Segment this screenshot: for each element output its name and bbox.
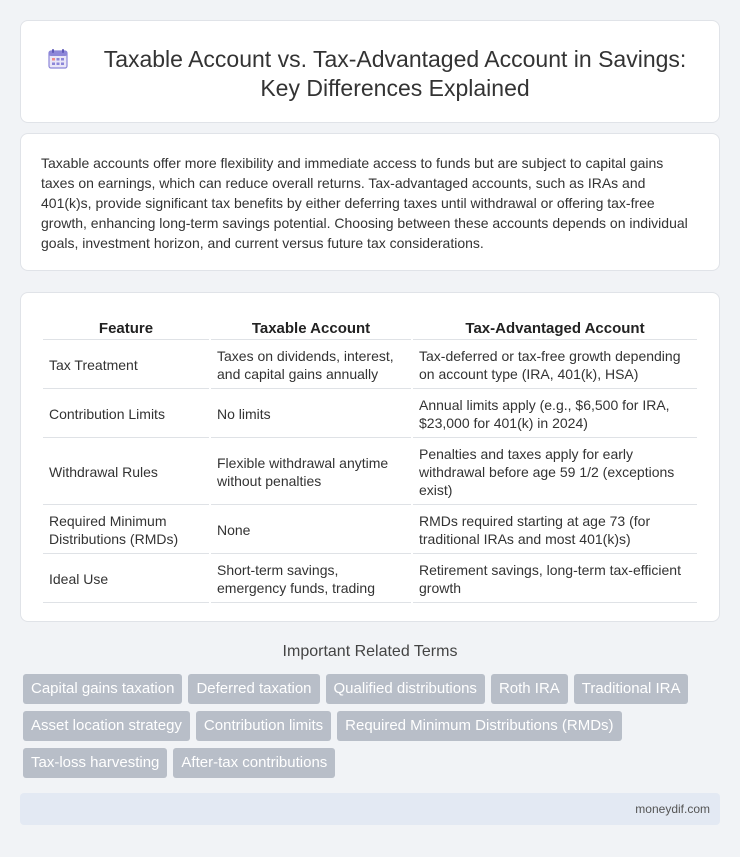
related-term-tag[interactable]: Asset location strategy: [23, 711, 190, 741]
column-header-taxable: Taxable Account: [211, 317, 411, 340]
table-header-row: [43, 317, 697, 340]
table-row: [43, 507, 697, 554]
table-cell-taxable: Short-term savings, emergency funds, trading: [211, 556, 411, 603]
column-header-tax-advantaged: Tax-Advantaged Account: [413, 317, 697, 340]
table-cell-feature: Tax Treatment: [43, 342, 209, 389]
related-term-tag[interactable]: Contribution limits: [196, 711, 331, 741]
summary-paragraph: Taxable accounts offer more flexibility and immediate access to funds but are subject to capital gains taxes on earnings, which can reduce overall returns. Tax-advantaged accounts, such as IRAs and 401(k)s, provide significant tax benefits by either deferring taxes until withdrawal or offering tax-free growth, enhancing long-term savings potential. Choosing between these accounts depends on individual goals, investment horizon, and current versus future tax considerations.: [41, 155, 688, 251]
table-cell-taxable: No limits: [211, 391, 411, 438]
summary-card: [20, 133, 720, 271]
comparison-table-card: [20, 292, 720, 622]
table-cell-taxable: Taxes on dividends, interest, and capital gains annually: [211, 342, 411, 389]
table-cell-tax-advantaged: Penalties and taxes apply for early withdrawal before age 59 1/2 (exceptions exist): [413, 440, 697, 505]
page-title: Taxable Account vs. Tax-Advantaged Account in Savings: Key Differences Explained: [103, 46, 687, 101]
table-cell-tax-advantaged: Retirement savings, long-term tax-efficient growth: [413, 556, 697, 603]
table-cell-feature: Withdrawal Rules: [43, 440, 209, 505]
calendar-icon: [47, 48, 69, 70]
title-card: [20, 20, 720, 123]
footer-bar: [20, 793, 720, 825]
table-row: [43, 440, 697, 505]
table-cell-taxable: None: [211, 507, 411, 554]
table-row: [43, 342, 697, 389]
table-row: [43, 556, 697, 603]
related-term-tag[interactable]: Capital gains taxation: [23, 674, 182, 704]
related-term-tag[interactable]: Qualified distributions: [326, 674, 485, 704]
column-header-feature: Feature: [43, 317, 209, 340]
related-term-tag[interactable]: Required Minimum Distributions (RMDs): [337, 711, 621, 741]
related-terms-list: [23, 674, 713, 778]
related-term-tag[interactable]: Deferred taxation: [188, 674, 319, 704]
table-cell-tax-advantaged: RMDs required starting at age 73 (for traditional IRAs and most 401(k)s): [413, 507, 697, 554]
table-cell-feature: Required Minimum Distributions (RMDs): [43, 507, 209, 554]
comparison-table: [41, 315, 699, 605]
related-term-tag[interactable]: Traditional IRA: [574, 674, 689, 704]
footer-site-name[interactable]: moneydif.com: [635, 802, 710, 816]
related-term-tag[interactable]: Tax-loss harvesting: [23, 748, 167, 778]
table-cell-tax-advantaged: Annual limits apply (e.g., $6,500 for IRA, $23,000 for 401(k) in 2024): [413, 391, 697, 438]
table-cell-taxable: Flexible withdrawal anytime without penalties: [211, 440, 411, 505]
table-cell-feature: Ideal Use: [43, 556, 209, 603]
related-term-tag[interactable]: After-tax contributions: [173, 748, 335, 778]
table-cell-tax-advantaged: Tax-deferred or tax-free growth depending on account type (IRA, 401(k), HSA): [413, 342, 697, 389]
related-term-tag[interactable]: Roth IRA: [491, 674, 568, 704]
table-row: [43, 391, 697, 438]
table-cell-feature: Contribution Limits: [43, 391, 209, 438]
related-terms-heading: Important Related Terms: [282, 643, 458, 660]
